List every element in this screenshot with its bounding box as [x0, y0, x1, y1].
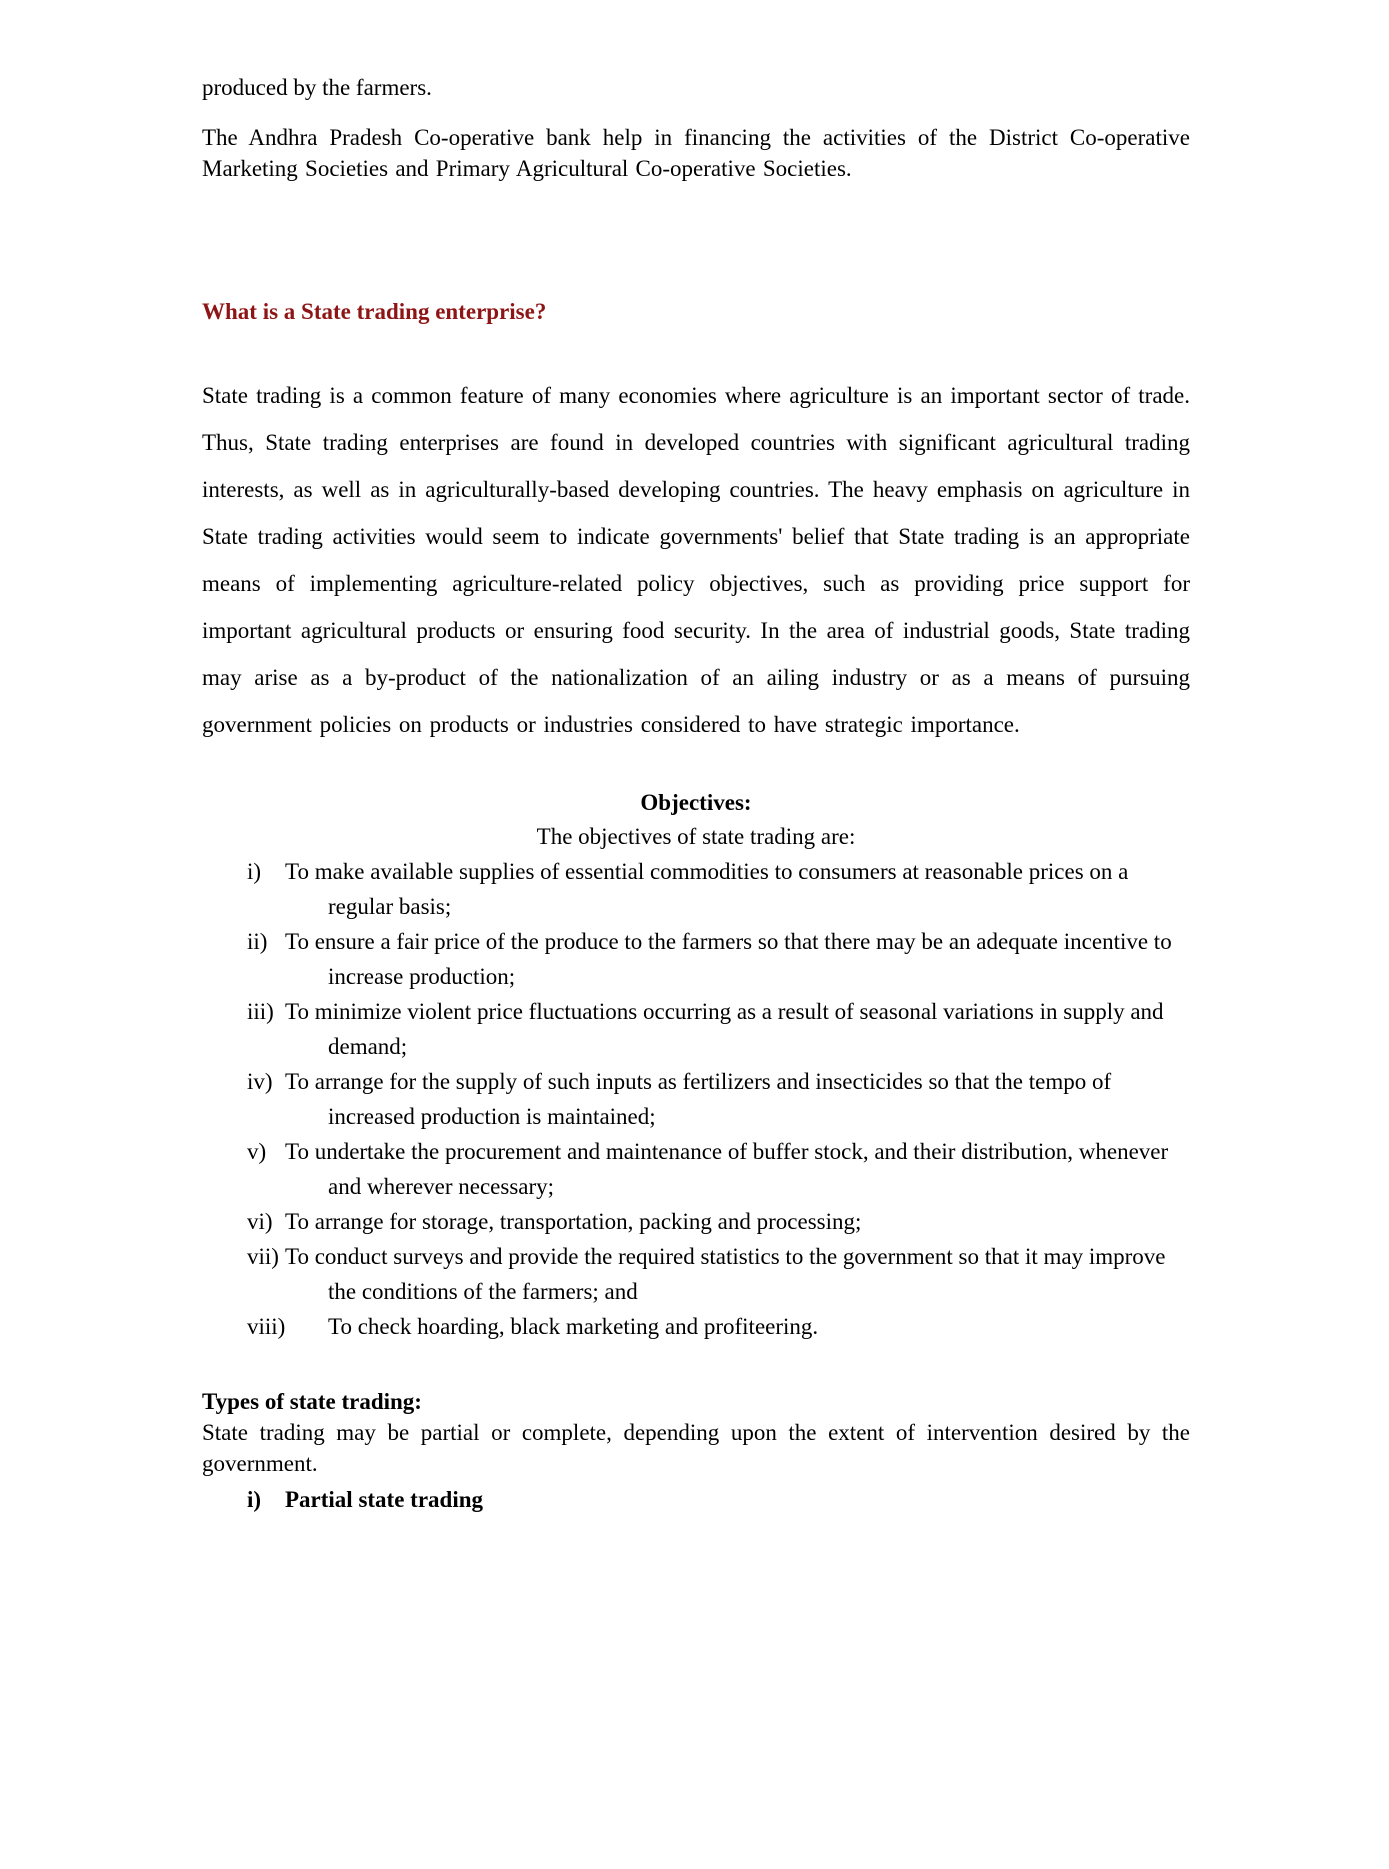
objective-text-viii: To check hoarding, black marketing and profiteering.: [328, 1314, 819, 1339]
objective-marker-i: i): [247, 859, 262, 884]
objective-item-vi: [247, 1204, 1190, 1239]
partial-state-trading-item: [247, 1482, 1190, 1517]
paragraph-andhra-pradesh: The Andhra Pradesh Co-operative bank help in financing the activities of the District Co-operative Marketing Societies and Primary Agricultural Co-operative Societies.: [202, 125, 1190, 181]
objective-item-iv: [247, 1064, 1190, 1134]
objective-marker-iv: iv): [247, 1069, 273, 1094]
objective-text-i: To make available supplies of essential commodities to consumers at reasonable prices on a regular basis;: [285, 859, 1129, 919]
objective-marker-vii: vii): [247, 1244, 279, 1269]
objective-marker-ii: ii): [247, 929, 268, 954]
objective-text-ii: To ensure a fair price of the produce to the farmers so that there may be an adequate incentive to increase production;: [285, 929, 1172, 989]
objective-text-iii: To minimize violent price fluctuations occurring as a result of seasonal variations in supply and demand;: [285, 999, 1164, 1059]
objective-marker-v: v): [247, 1139, 267, 1164]
paragraph-state-trading-description: State trading is a common feature of many economies where agriculture is an important sector of trade. Thus, State trading enterprises are found in developed countries with significant agricultural trading interests, as well as in agriculturally-based developing countries. The heavy emphasis on agriculture in State trading activities would seem to indicate governments' belief that State trading is an appropriate means of implementing agriculture-related policy objectives, such as providing price support for important agricultural products or ensuring food security. In the area of industrial goods, State trading may arise as a by-product of the nationalization of an ailing industry or as a means of pursuing government policies on products or industries considered to have strategic importance.: [202, 383, 1190, 737]
objectives-intro: The objectives of state trading are:: [536, 824, 856, 849]
partial-state-trading-marker: i): [247, 1487, 262, 1512]
objective-item-vii: [247, 1239, 1190, 1309]
partial-state-trading-label: Partial state trading: [285, 1487, 484, 1512]
objective-text-v: To undertake the procurement and maintenance of buffer stock, and their distribution, whenever and wherever necessary;: [285, 1139, 1169, 1199]
objective-text-vi: To arrange for storage, transportation, packing and processing;: [285, 1209, 862, 1234]
objective-text-iv: To arrange for the supply of such inputs as fertilizers and insecticides so that the tempo of increased production is maintained;: [285, 1069, 1112, 1129]
document-content: [0, 72, 1389, 1517]
objective-marker-viii: viii): [247, 1314, 286, 1339]
types-of-state-trading-heading: Types of state trading:: [202, 1389, 422, 1414]
objective-item-ii: [247, 924, 1190, 994]
objective-marker-iii: iii): [247, 999, 274, 1024]
paragraph-fragment: produced by the farmers.: [202, 75, 432, 100]
objective-item-v: [247, 1134, 1190, 1204]
objective-marker-vi: vi): [247, 1209, 273, 1234]
section-heading-state-trading-enterprise: What is a State trading enterprise?: [202, 299, 547, 324]
types-of-state-trading-body: State trading may be partial or complete, depending upon the extent of intervention desired by the government.: [202, 1420, 1190, 1476]
objective-item-i: [247, 854, 1190, 924]
objectives-list: [202, 854, 1190, 1344]
objective-item-iii: [247, 994, 1190, 1064]
objective-text-vii: To conduct surveys and provide the required statistics to the government so that it may improve the conditions of the farmers; and: [285, 1244, 1166, 1304]
document-page: [0, 72, 1389, 1869]
objective-item-viii: [247, 1309, 1190, 1344]
objectives-title: Objectives:: [640, 790, 752, 815]
